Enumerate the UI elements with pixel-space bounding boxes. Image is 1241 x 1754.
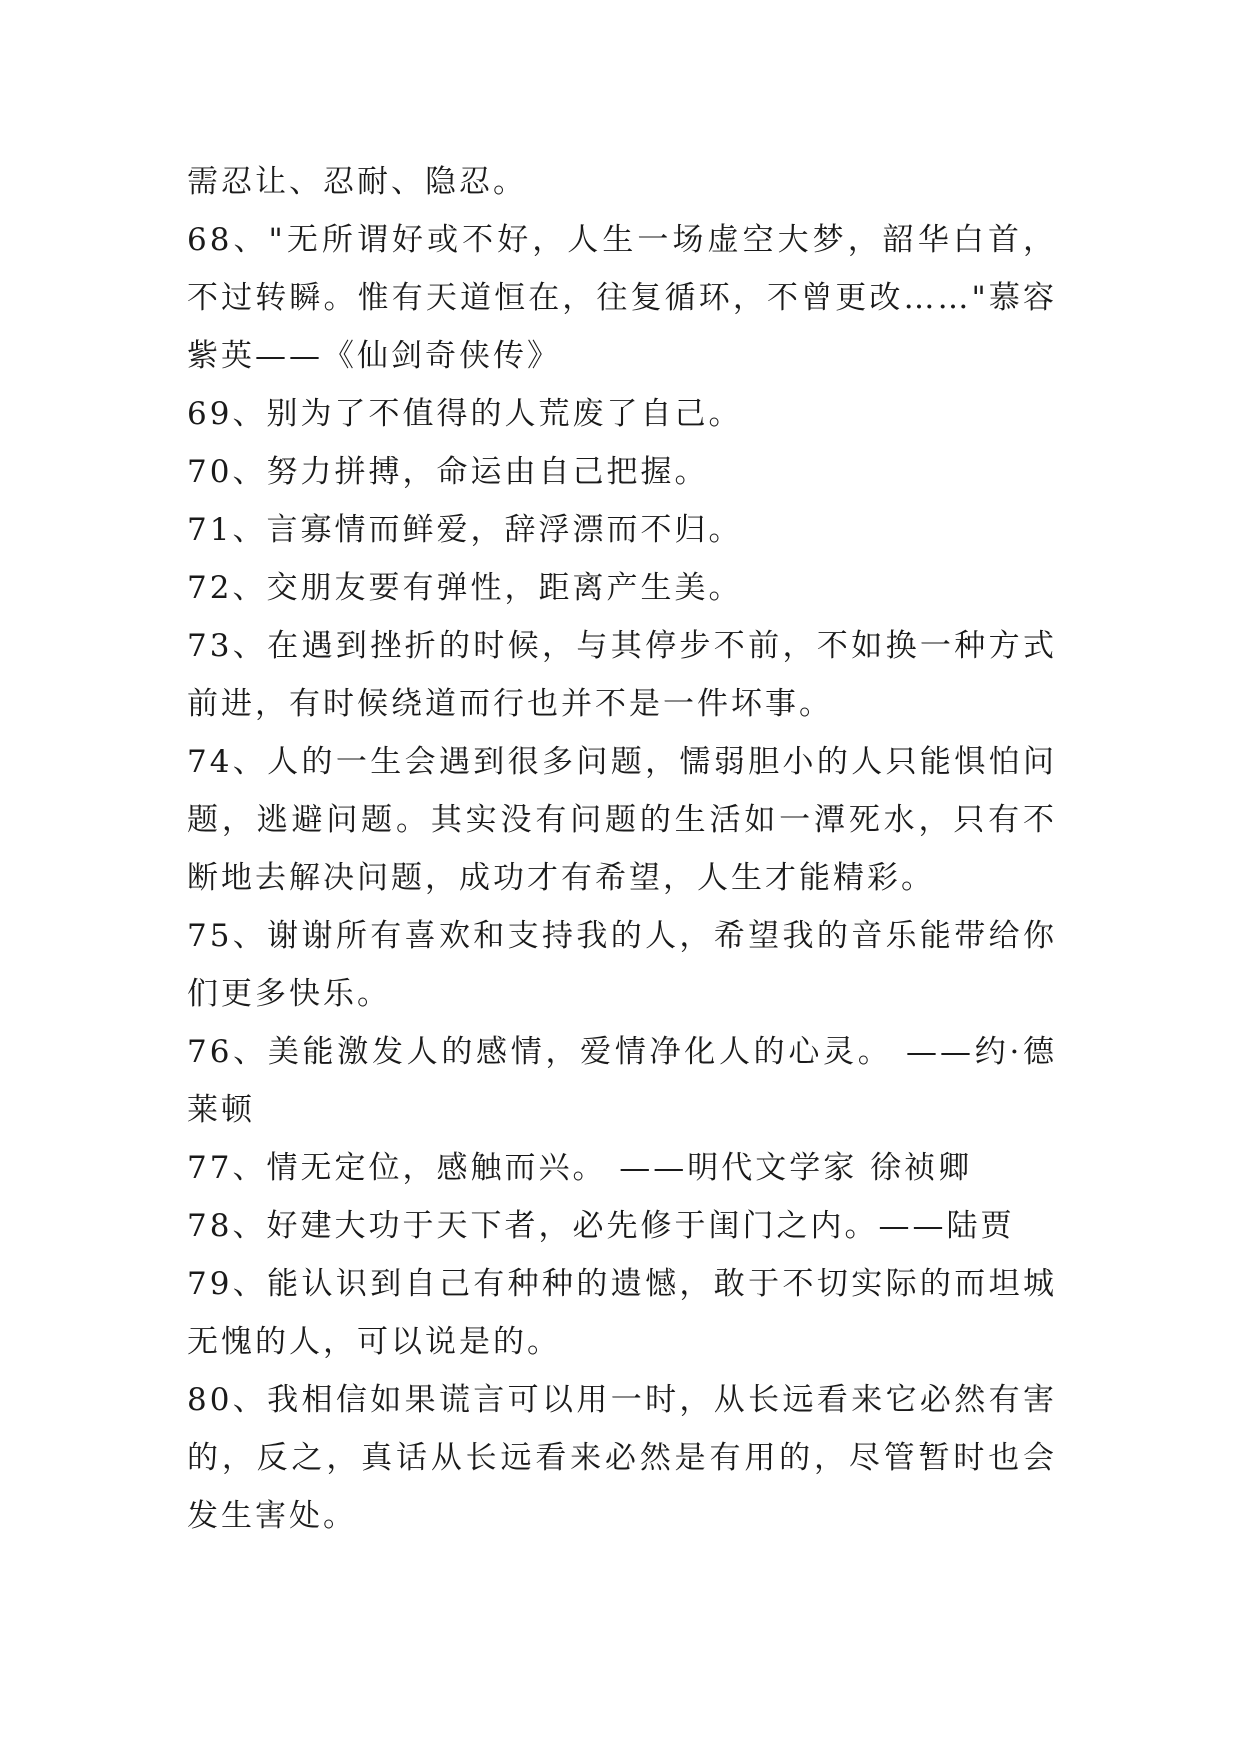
quote-77: 77、情无定位，感触而兴。 ——明代文学家 徐祯卿 <box>187 1150 973 1186</box>
quote-76: 76、美能激发人的感情，爱情净化人的心灵。 ——约·德莱顿 <box>187 1034 1057 1128</box>
quote-71: 71、言寡情而鲜爱，辞浮漂而不归。 <box>187 512 743 548</box>
quote-73: 73、在遇到挫折的时候，与其停步不前，不如换一种方式前进，有时候绕道而行也并不是一件坏事。 <box>187 628 1057 722</box>
quote-68: 68、"无所谓好或不好，人生一场虚空大梦，韶华白首，不过转瞬。惟有天道恒在，往复循环，不曾更改……"慕容紫英——《仙剑奇侠传》 <box>187 222 1057 374</box>
quote-70: 70、努力拼搏，命运由自己把握。 <box>187 454 709 490</box>
quote-74: 74、人的一生会遇到很多问题，懦弱胆小的人只能惧怕问题，逃避问题。其实没有问题的生活如一潭死水，只有不断地去解决问题，成功才有希望，人生才能精彩。 <box>187 744 1057 896</box>
quote-69: 69、别为了不值得的人荒废了自己。 <box>187 396 743 432</box>
quote-78: 78、好建大功于天下者，必先修于闺门之内。——陆贾 <box>187 1208 1015 1244</box>
quote-79: 79、能认识到自己有种种的遗憾，敢于不切实际的而坦城无愧的人，可以说是的。 <box>187 1266 1057 1360</box>
quote-80: 80、我相信如果谎言可以用一时，从长远看来它必然有害的，反之，真话从长远看来必然是有用的，尽管暂时也会发生害处。 <box>187 1382 1057 1534</box>
paragraph-continuation: 需忍让、忍耐、隐忍。 <box>187 164 527 200</box>
quote-72: 72、交朋友要有弹性，距离产生美。 <box>187 570 743 606</box>
quote-75: 75、谢谢所有喜欢和支持我的人，希望我的音乐能带给你们更多快乐。 <box>187 918 1057 1012</box>
document-body <box>187 153 1057 1545</box>
